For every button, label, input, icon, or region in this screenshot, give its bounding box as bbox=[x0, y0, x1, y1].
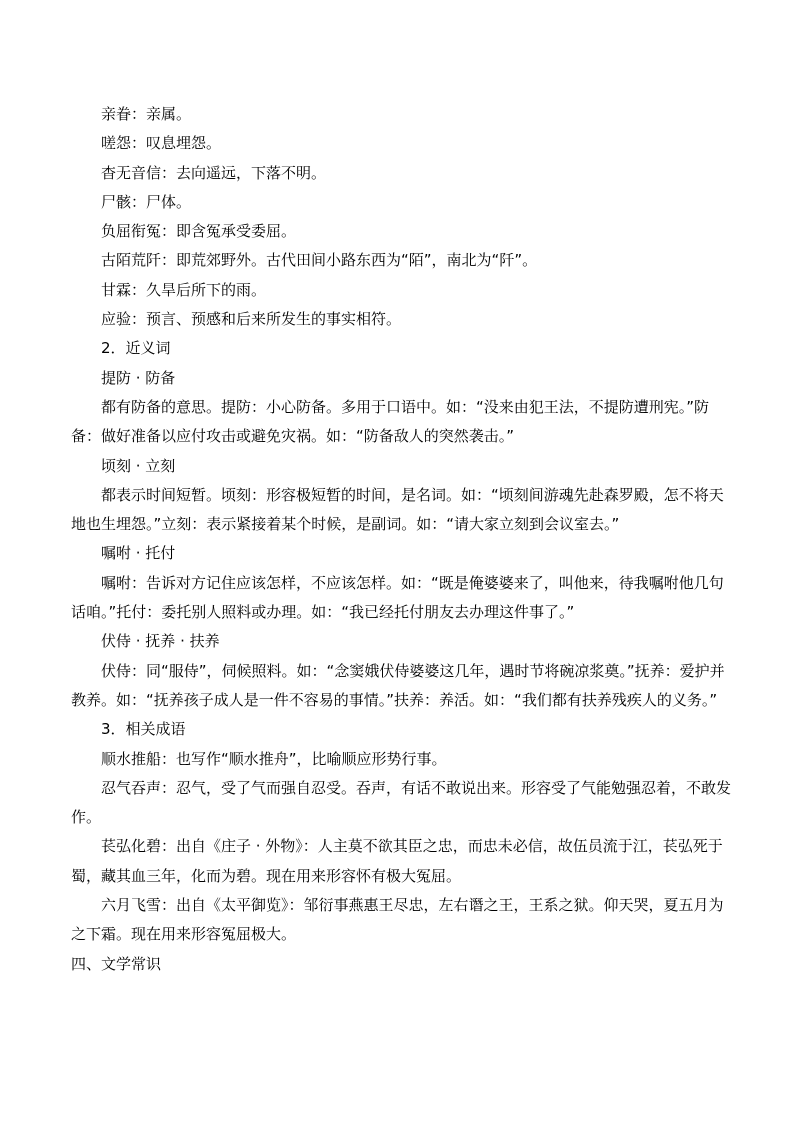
synonym-group-text: 伏侍：同“服侍”，伺候照料。如：“念窦娥伏侍婆婆这几年，遇时节将碗凉浆奠。”抚养：爱护并教养。如：“抚养孩子成人是一件不容易的事情。”扶养：养活。如：“我们都有扶养残疾人的义务。” bbox=[71, 661, 725, 709]
synonym-group-title: 顷刻 · 立刻 bbox=[101, 456, 176, 475]
vocab-item: 应验：预言、预感和后来所发生的事实相符。 bbox=[101, 310, 402, 329]
vocab-item: 古陌荒阡：即荒郊野外。古代田间小路东西为“陌”，南北为“阡”。 bbox=[101, 251, 538, 270]
section-heading-idioms: 3．相关成语 bbox=[101, 720, 186, 739]
synonym-group-title: 提防 · 防备 bbox=[101, 368, 176, 387]
document-body bbox=[71, 100, 731, 979]
vocab-item: 负屈衔冤：即含冤承受委屈。 bbox=[101, 222, 297, 241]
synonym-group-text: 都表示时间短暂。顷刻：形容极短暂的时间，是名词。如：“顷刻间游魂先赴森罗殿，怎不将天地也生埋怨。”立刻：表示紧接着某个时候，是副词。如：“请大家立刻到会议室去。” bbox=[71, 485, 724, 534]
vocab-item: 亲眷：亲属。 bbox=[101, 105, 192, 123]
synonym-group-title: 嘱咐 · 托付 bbox=[101, 544, 176, 563]
section-heading-literature: 四、文学常识 bbox=[71, 954, 162, 973]
vocab-item: 尸骸：尸体。 bbox=[101, 192, 192, 211]
section-heading-synonyms: 2．近义词 bbox=[101, 339, 171, 358]
idiom-item: 苌弘化碧：出自《庄子 · 外物》：人主莫不欲其臣之忠，而忠未必信，故伍员流于江，苌弘死于蜀，藏其血三年，化而为碧。现在用来形容怀有极大冤屈。 bbox=[71, 837, 723, 885]
vocab-item: 杳无音信：去向遥远，下落不明。 bbox=[101, 163, 327, 182]
vocab-item: 嗟怨：叹息埋怨。 bbox=[101, 134, 222, 153]
vocab-item: 甘霖：久旱后所下的雨。 bbox=[101, 280, 267, 299]
synonym-group-title: 伏侍 · 抚养 · 扶养 bbox=[101, 632, 220, 651]
idiom-item: 六月飞雪：出自《太平御览》：邹衍事燕惠王尽忠，左右谮之王，王系之狱。仰天哭，夏五月为之下霜。现在用来形容冤屈极大。 bbox=[71, 896, 724, 944]
idiom-item: 忍气吞声：忍气，受了气而强自忍受。吞声，有话不敢说出来。形容受了气能勉强忍着，不敢发作。 bbox=[71, 778, 732, 827]
idiom-item: 顺水推船：也写作“顺水推舟”，比喻顺应形势行事。 bbox=[101, 749, 447, 768]
synonym-group-text: 都有防备的意思。提防：小心防备。多用于口语中。如：“没来由犯王法，不提防遭刑宪。”防备：做好准备以应付攻击或避免灾祸。如：“防备敌人的突然袭击。” bbox=[71, 397, 710, 446]
synonym-group-text: 嘱咐：告诉对方记住应该怎样，不应该怎样。如：“既是俺婆婆来了，叫他来，待我嘱咐他几句话咱。”托付：委托别人照料或办理。如：“我已经托付朋友去办理这件事了。” bbox=[71, 573, 724, 622]
